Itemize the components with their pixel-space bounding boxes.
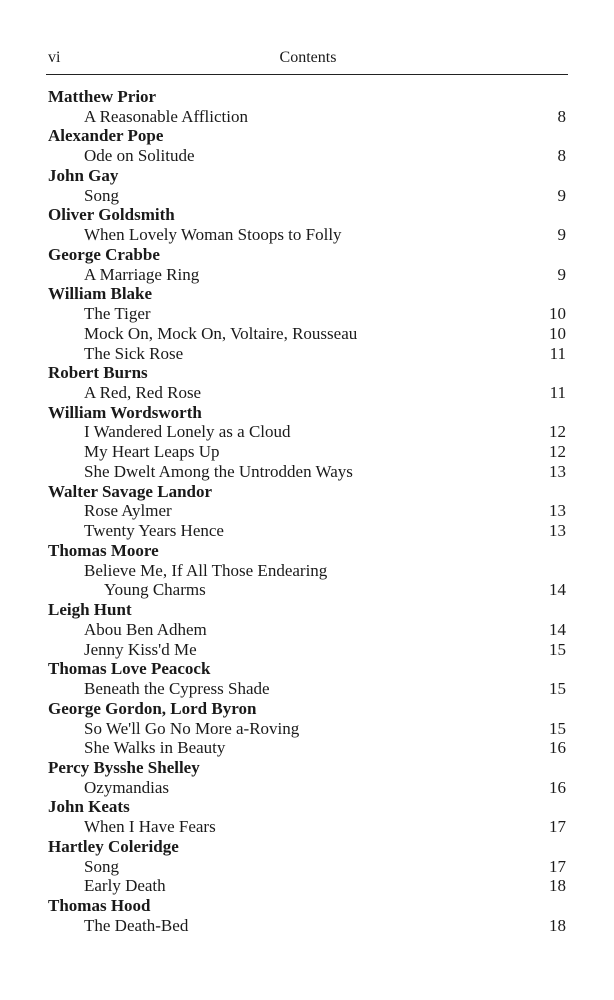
poem-title: Song 9 [84, 185, 566, 205]
page-number: 10 [549, 323, 566, 343]
poem-title: Song 17 [84, 856, 566, 876]
author-name: Thomas Moore [48, 540, 159, 560]
poem-title: Early Death 18 [84, 876, 566, 896]
page-number: 15 [549, 718, 566, 738]
author-name: Hartley Coleridge [48, 836, 179, 856]
poem-title: She Dwelt Among the Untrodden Ways 13 [84, 461, 566, 481]
page-number: 15 [549, 679, 566, 699]
page-number: 11 [549, 343, 566, 363]
poem-title: When I Have Fears 17 [84, 817, 566, 837]
author-name: Oliver Goldsmith [48, 205, 175, 225]
page-number: 17 [549, 856, 566, 876]
author-name: Walter Savage Landor [48, 481, 213, 501]
author-name: William Blake [48, 284, 153, 304]
poem-title: So We'll Go No More a-Roving 15 [84, 718, 566, 738]
poem-title: Twenty Years Hence 13 [84, 521, 566, 541]
poem-title: She Walks in Beauty 16 [84, 738, 566, 758]
author-name: Alexander Pope [48, 126, 164, 146]
page-number: 13 [549, 461, 566, 481]
page-number: 9 [557, 185, 566, 205]
poem-title: The Sick Rose 11 [84, 343, 566, 363]
table-of-contents [48, 87, 566, 936]
page-number: 16 [549, 777, 566, 797]
poem-title: Ode on Solitude 8 [84, 146, 566, 166]
poem-title: My Heart Leaps Up 12 [84, 442, 566, 462]
author-name: Robert Burns [48, 363, 148, 383]
poem-title: The Tiger 10 [84, 304, 566, 324]
header-rule [46, 74, 568, 75]
page-number: 14 [549, 580, 566, 600]
page-number: 13 [549, 501, 566, 521]
page-number: 9 [557, 225, 566, 245]
poem-title: Beneath the Cypress Shade 15 [84, 679, 566, 699]
poem-title: A Red, Red Rose 11 [84, 383, 566, 403]
poem-title: When Lovely Woman Stoops to Folly 9 [84, 225, 566, 245]
poem-title: The Death-Bed 18 [84, 915, 566, 935]
poem-title: Jenny Kiss'd Me 15 [84, 639, 566, 659]
author-name: Leigh Hunt [48, 600, 132, 620]
page-number: 12 [549, 422, 566, 442]
running-title: Contents [279, 49, 337, 66]
poem-title: Ozymandias 16 [84, 777, 566, 797]
poem-title: A Reasonable Affliction 8 [84, 106, 566, 126]
page-number: 10 [549, 304, 566, 324]
page-number: 18 [549, 915, 566, 935]
author-name: Percy Bysshe Shelley [48, 757, 200, 777]
poem-title: Abou Ben Adhem 14 [84, 619, 566, 639]
author-name: George Crabbe [48, 244, 160, 264]
author-name: William Wordsworth [48, 402, 202, 422]
page-folio: vi [48, 49, 61, 66]
poem-title: I Wandered Lonely as a Cloud 12 [84, 422, 566, 442]
author-name: John Keats [48, 797, 130, 817]
page-number: 11 [549, 383, 566, 403]
page-number: 17 [549, 817, 566, 837]
page-number: 8 [557, 106, 566, 126]
page-number: 9 [557, 264, 566, 284]
page-number: 15 [549, 639, 566, 659]
poem-title: Believe Me, If All Those Endearing [84, 560, 328, 580]
page-number: 8 [557, 146, 566, 166]
page-number: 12 [549, 442, 566, 462]
author-name: George Gordon, Lord Byron [48, 698, 257, 718]
page-number: 16 [549, 738, 566, 758]
running-header [48, 49, 568, 71]
author-name: Thomas Hood [48, 896, 151, 916]
poem-title: A Marriage Ring 9 [84, 264, 566, 284]
page-number: 13 [549, 521, 566, 541]
author-name: Matthew Prior [48, 87, 157, 106]
poem-title-continued: Young Charms 14 [104, 580, 566, 600]
page-number: 18 [549, 876, 566, 896]
author-name: Thomas Love Peacock [48, 659, 211, 679]
poem-title: Mock On, Mock On, Voltaire, Rousseau 10 [84, 323, 566, 343]
author-name: John Gay [48, 165, 119, 185]
poem-title: Rose Aylmer 13 [84, 501, 566, 521]
page-number: 14 [549, 619, 566, 639]
